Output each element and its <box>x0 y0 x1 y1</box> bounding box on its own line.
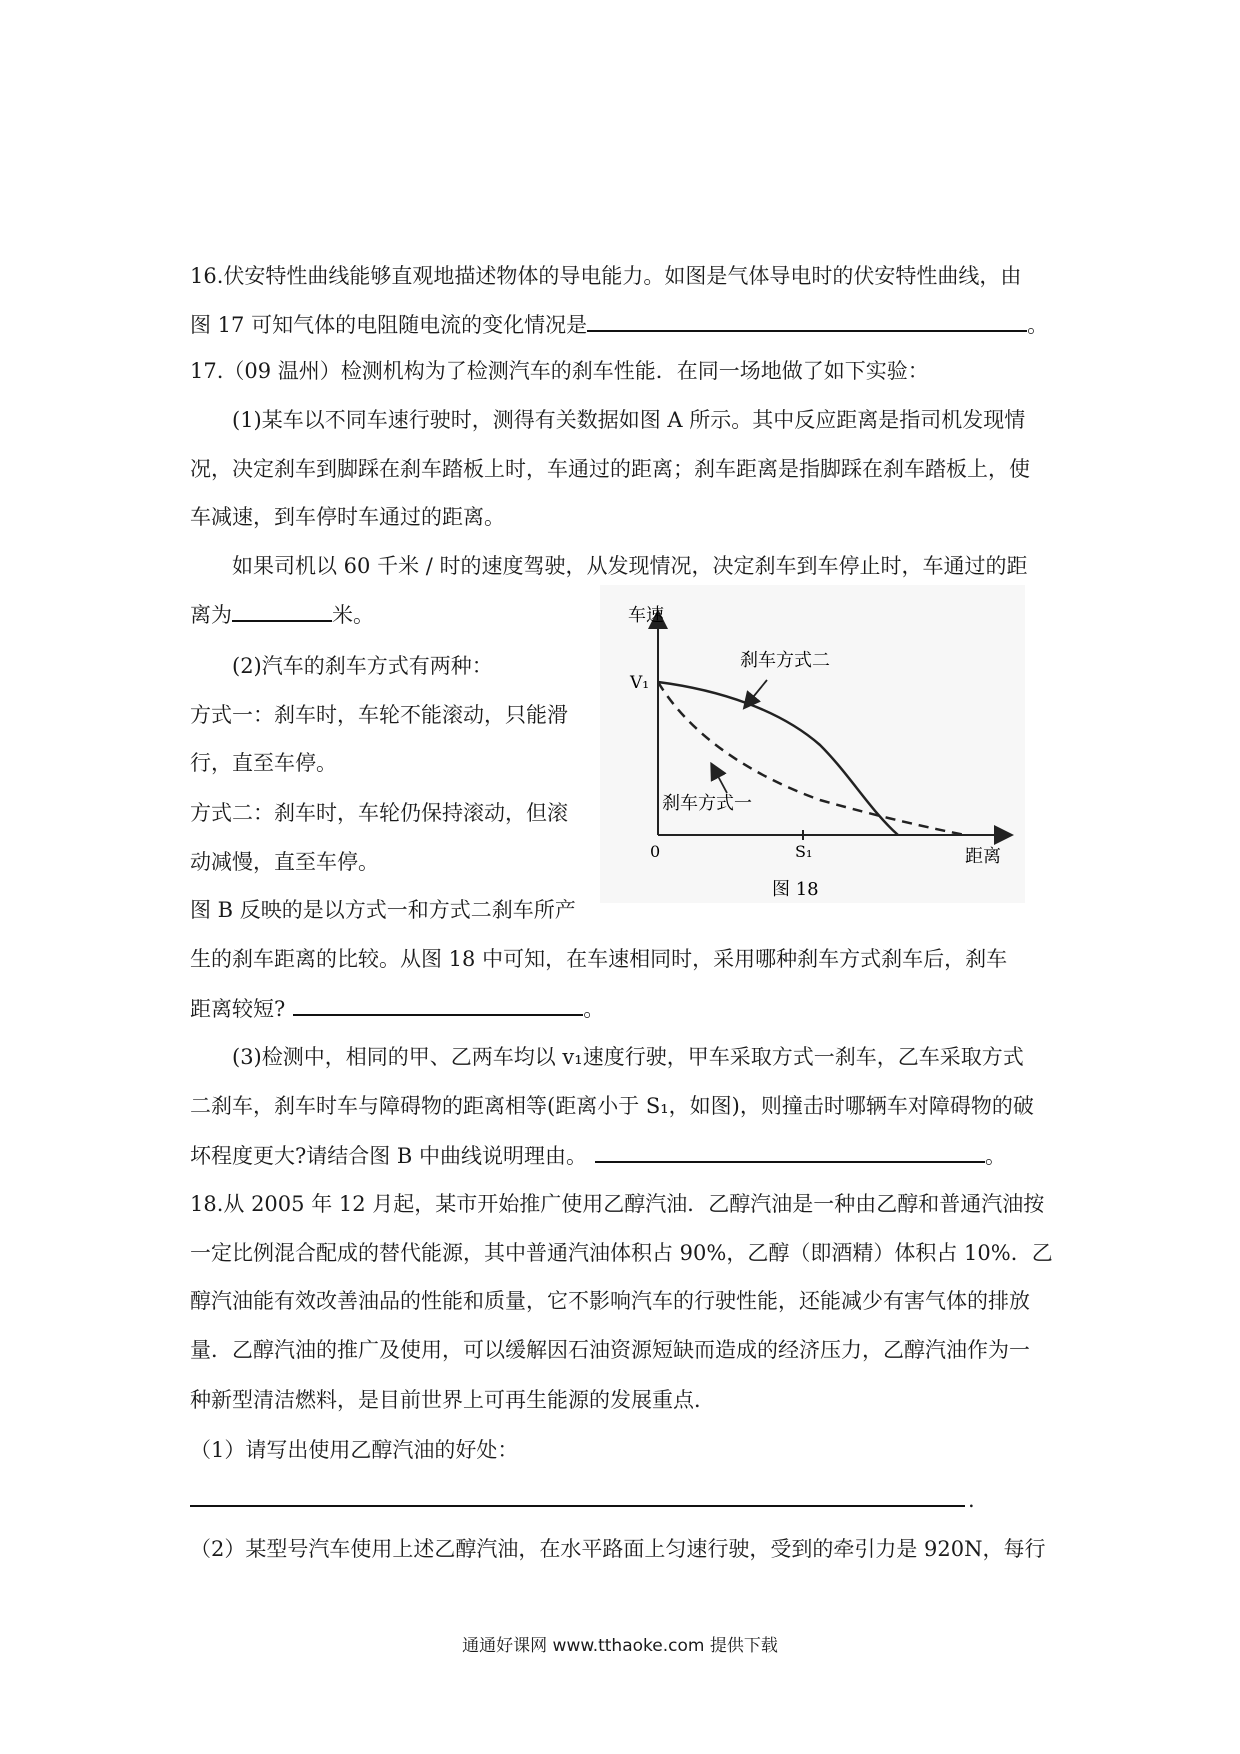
q18-line-5: 种新型清洁燃料，是目前世界上可再生能源的发展重点． <box>190 1388 715 1412</box>
q17-part1-line-5-unit: 米。 <box>332 603 374 627</box>
q17-part1-line-5-text: 离为 <box>190 603 232 627</box>
q17-part2-header: (2)汽车的刹车方式有两种： <box>232 654 493 678</box>
q17-distance-blank[interactable] <box>232 600 332 622</box>
q17-header: 17.（09 温州）检测机构为了检测汽车的刹车性能．在同一场地做了如下实验： <box>190 359 929 383</box>
s1-label: S₁ <box>795 842 813 861</box>
q17-figB-line-c-end: 。 <box>583 997 605 1021</box>
q17-way2-line-b: 动减慢，直至车停。 <box>190 850 379 874</box>
q18-answer-line[interactable] <box>190 1505 965 1507</box>
q16-line-2 <box>190 310 1048 339</box>
q17-part3-line-3 <box>190 1141 1006 1170</box>
q17-part1-line-3: 车减速，到车停时车通过的距离。 <box>190 505 505 529</box>
q17-part1-line-2: 况，决定刹车到脚踩在刹车踏板上时，车通过的距离；刹车距离是指脚踩在刹车踏板上，使 <box>190 457 1030 481</box>
q16-line-2-text: 图 17 可知气体的电阻随电流的变化情况是 <box>190 313 588 337</box>
q16-answer-blank[interactable] <box>587 310 1027 332</box>
curve-2-label: 刹车方式二 <box>740 650 830 671</box>
q17-way1-line-b: 行，直至车停。 <box>190 751 337 775</box>
q17-part1-line-5 <box>190 600 374 629</box>
q17-way1-line-a: 方式一：刹车时，车轮不能滚动，只能滑 <box>190 703 568 727</box>
v1-label: V₁ <box>630 673 650 693</box>
q17-part3-line-2: 二刹车，刹车时车与障碍物的距离相等(距离小于 S₁，如图)，则撞击时哪辆车对障碍物的破 <box>190 1094 1034 1118</box>
q18-answer-line-end: . <box>968 1488 975 1512</box>
figure-caption: 图 18 <box>772 879 819 900</box>
q18-sub-2: （2）某型号汽车使用上述乙醇汽油，在水平路面上匀速行驶，受到的牵引力是 920N，每行 <box>190 1537 1046 1561</box>
q17-way2-line-a: 方式二：刹车时，车轮仍保持滚动，但滚 <box>190 801 568 825</box>
y-axis-label: 车速 <box>628 605 664 626</box>
origin-label: 0 <box>650 842 661 861</box>
x-axis-label: 距离 <box>965 846 1001 867</box>
curve-1-label: 刹车方式一 <box>662 793 752 814</box>
q18-line-2: 一定比例混合配成的替代能源，其中普通汽油体积占 90%，乙醇（即酒精）体积占 10%．乙 <box>190 1241 1053 1265</box>
q17-part1-line-1: (1)某车以不同车速行驶时，测得有关数据如图 A 所示。其中反应距离是指司机发现情 <box>232 408 1026 432</box>
q16-line-2-end: 。 <box>1027 313 1049 337</box>
figure-background <box>600 585 1025 903</box>
figure-18 <box>600 585 1025 903</box>
q18-line-1: 18.从 2005 年 12 月起，某市开始推广使用乙醇汽油．乙醇汽油是一种由乙醇和普通汽油按 <box>190 1192 1045 1216</box>
q17-figB-line-a: 图 B 反映的是以方式一和方式二刹车所产 <box>190 898 576 922</box>
q17-part3-line-1: (3)检测中，相同的甲、乙两车均以 v₁速度行驶，甲车采取方式一刹车，乙车采取方式 <box>232 1045 1024 1069</box>
q17-part1-line-4: 如果司机以 60 千米 / 时的速度驾驶，从发现情况，决定刹车到车停止时，车通过的距 <box>232 554 1028 578</box>
q17-figB-line-c-text: 距离较短? <box>190 997 286 1021</box>
braking-diagram <box>600 585 1025 903</box>
q17-figB-line-c <box>190 994 604 1023</box>
q17-part3-line-3-text: 坏程度更大?请结合图 B 中曲线说明理由。 <box>190 1144 588 1168</box>
q17-figB-line-b: 生的刹车距离的比较。从图 18 中可知，在车速相同时，采用哪种刹车方式刹车后，刹车 <box>190 947 1008 971</box>
q17-braking-blank[interactable] <box>293 994 583 1016</box>
q16-line-1: 16.伏安特性曲线能够直观地描述物体的导电能力。如图是气体导电时的伏安特性曲线，由 <box>190 264 1022 288</box>
q18-line-4: 量．乙醇汽油的推广及使用，可以缓解因石油资源短缺而造成的经济压力，乙醇汽油作为一 <box>190 1338 1030 1362</box>
q17-part3-line-3-end: 。 <box>985 1144 1007 1168</box>
q17-reason-blank[interactable] <box>595 1141 985 1163</box>
q18-sub-1: （1）请写出使用乙醇汽油的好处： <box>190 1438 519 1462</box>
q18-line-3: 醇汽油能有效改善油品的性能和质量，它不影响汽车的行驶性能，还能减少有害气体的排放 <box>190 1289 1030 1313</box>
page-footer: 通通好课网 www.tthaoke.com 提供下载 <box>462 1636 778 1656</box>
